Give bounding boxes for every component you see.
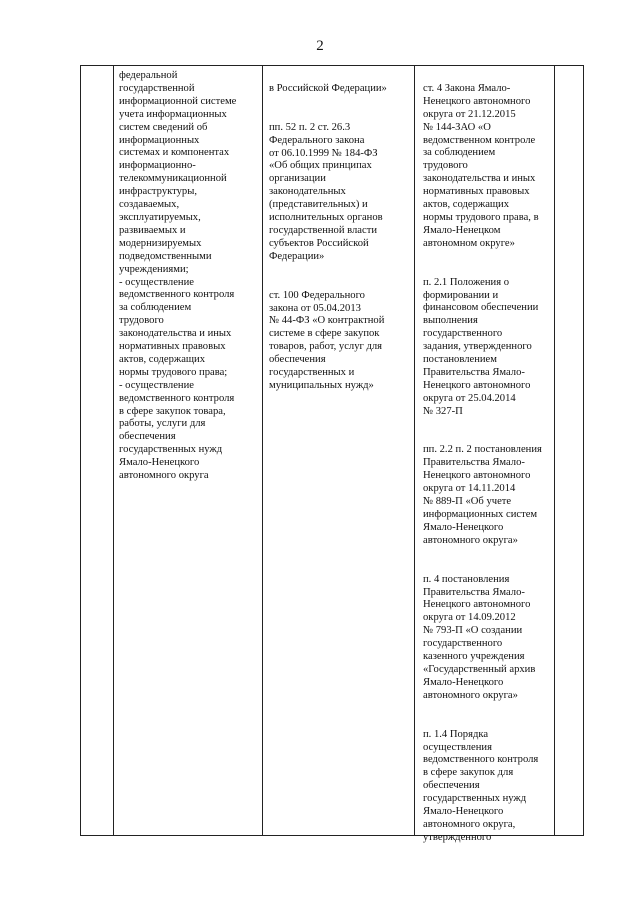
federal-act-paragraph: ст. 100 Федерального закона от 05.04.2013 № 44-ФЗ «О контрактной системе в сфере закупок товаров, работ, услуг для обеспечения государственных и муниципальных нужд» — [269, 289, 385, 391]
federal-act-paragraph: пп. 52 п. 2 ст. 26.3 Федерального закона от 06.10.1999 № 184-ФЗ «Об общих принципах организации законодательных (представительных) и исполнительных органов государственной власти субъектов Российской Федерации» — [269, 121, 383, 262]
table-column-federal-acts — [263, 66, 415, 835]
table-column-notes — [555, 66, 585, 835]
regional-act-paragraph: п. 1.4 Порядка осуществления ведомственного контроля в сфере закупок для обеспечения государственных нужд Ямало-Ненецкого автономного округа, утвержденного — [423, 728, 539, 843]
functions-cell-text: федеральной государственной информационной системе учета информационных систем сведений об информационных системах и компонентах информационно- телекоммуникационной инфраструктуры, создаваемых, эксплуатируемых, развиваемых и модернизируемых подведомственными учреждениями; - осуществление ведомственного контроля за соблюдением трудового законодательства и иных нормативных правовых актов, содержащих нормы трудового права; - осуществление ведомственного контроля в сфере закупок товара, работы, услуги для обеспечения государственных нужд Ямало-Ненецкого автономного округа — [119, 70, 237, 482]
regional-act-paragraph: п. 2.1 Положения о формировании и финансовом обеспечении выполнения государственного задания, утвержденного постановлением Правительства Ямало- Ненецкого автономного округа от 25.04.2014 № 327-П — [423, 276, 539, 417]
table-column-regional-acts — [415, 66, 555, 843]
regional-act-paragraph: п. 4 постановления Правительства Ямало- Ненецкого автономного округа от 14.09.2012 № 793-П «О создании государственного казенного учреждения «Государственный архив Ямало-Ненецкого автономного округа» — [423, 573, 536, 701]
table-column-number — [81, 66, 114, 835]
document-table — [80, 65, 584, 843]
table-column-functions — [114, 66, 263, 835]
page-number: 2 — [316, 38, 324, 54]
regional-act-paragraph: ст. 4 Закона Ямало- Ненецкого автономного округа от 21.12.2015 № 144-ЗАО «О ведомственном контроле за соблюдением трудового законодательства и иных нормативных правовых актов, содержащих нормы трудового права, в Ямало-Ненецком автономном округе» — [423, 82, 539, 249]
regional-act-paragraph: пп. 2.2 п. 2 постановления Правительства Ямало- Ненецкого автономного округа от 14.11.2014 № 889-П «Об учете информационных систем Ямало-Ненецкого автономного округа» — [423, 444, 542, 546]
federal-act-paragraph: в Российской Федерации» — [269, 82, 387, 94]
